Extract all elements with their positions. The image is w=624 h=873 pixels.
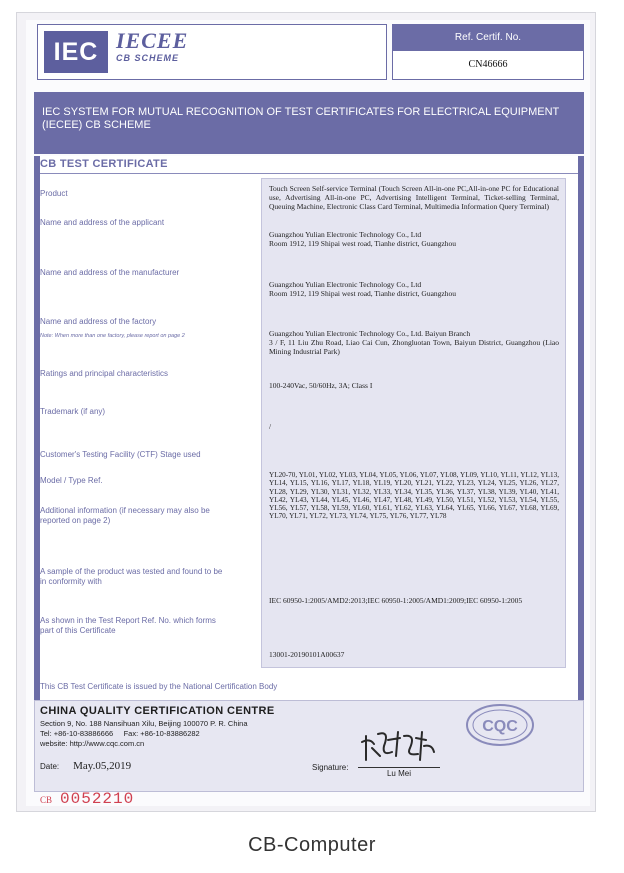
sample-label: A sample of the product was tested and found to be in conformity with	[40, 567, 223, 586]
ref-cert-number: CN46666	[468, 59, 508, 70]
report-number-value: 13001-20190101A00637	[269, 650, 345, 659]
certificate-serial	[40, 790, 134, 808]
additional-info-label: Additional information (if necessary may also be reported on page 2)	[40, 506, 210, 525]
ref-cert-title: Ref. Certif. No.	[393, 25, 583, 51]
model-label: Model / Type Ref.	[40, 476, 103, 485]
manufacturer-label: Name and address of the manufacturer	[40, 268, 180, 277]
serial-number: 0052210	[60, 790, 135, 808]
ratings-label: Ratings and principal characteristics	[40, 369, 169, 378]
svg-text:CQC: CQC	[482, 718, 518, 735]
iecee-logo	[116, 29, 212, 75]
centre-street: Section 9, No. 188 Nansihuan Xilu, Beijing 100070 P. R. China	[40, 719, 248, 728]
image-caption: CB-Computer	[248, 834, 376, 856]
applicant-value: Guangzhou Yulian Electronic Technology Co., Ltd Room 1912, 119 Shipai west road, Tianhe district, Guangzhou	[269, 230, 457, 248]
model-value: YL20-70, YL01, YL02, YL03, YL04, YL05, YL06, YL07, YL08, YL09, YL10, YL11, YL12, YL13, YL14, YL15, YL16, YL17, YL18, YL19, YL20, YL21, YL22, YL23, YL24, YL25, YL26, YL27, YL28, YL29, YL30, YL31, YL32, YL33, YL34, YL35, YL36, YL37, YL38, YL39, YL40, YL41, YL42, YL43, YL44, YL45, YL46, YL47, YL48, YL49, YL50, YL51, YL52, YL53, YL54, YL55, YL56, YL57, YL58, YL59, YL60, YL61, YL62, YL63, YL64, YL65, YL66, YL67, YL68, YL69, YL70, YL71, YL72, YL73, YL74, YL75, YL76, YL77, YL78	[269, 471, 559, 521]
trademark-value: /	[269, 422, 272, 431]
sample-standard-value: IEC 60950-1:2005/AMD2:2013;IEC 60950-1:2005/AMD1:2009;IEC 60950-1:2005	[269, 596, 523, 605]
cqc-logo-icon	[464, 702, 536, 748]
ref-cert-box	[392, 24, 584, 80]
system-title: IEC SYSTEM FOR MUTUAL RECOGNITION OF TEST CERTIFICATES FOR ELECTRICAL EQUIPMENT (IECEE) CB SCHEME	[34, 92, 584, 154]
factory-note: Note: When more than one factory, please report on page 2	[40, 333, 185, 339]
signatory-name: Lu Mei	[386, 769, 411, 778]
ctf-label: Customer's Testing Facility (CTF) Stage used	[40, 450, 201, 459]
product-label: Product	[40, 189, 68, 198]
applicant-label: Name and address of the applicant	[40, 218, 165, 227]
ratings-value: 100-240Vac, 50/60Hz, 3A; Class I	[269, 381, 373, 390]
trademark-label: Trademark (if any)	[40, 407, 106, 416]
iecee-logo-text: IECEE	[116, 28, 189, 53]
certificate-title: CB TEST CERTIFICATE	[40, 158, 578, 174]
logo-box	[37, 24, 387, 80]
product-value: Touch Screen Self-service Terminal (Touch Screen All-in-one PC,All-in-one PC for Educational use, Advertising All-in-one PC, Advertising Intelligent Terminal, Ticket-selling Terminal, Queuing Machine, Electronic Class Card Terminal, Multimedia Information Query Terminal)	[269, 184, 559, 211]
iecee-logo-sub: CB SCHEME	[116, 53, 180, 63]
factory-value: Guangzhou Yulian Electronic Technology Co., Ltd. Baiyun Branch 3 / F, 11 Liu Zhu Road, Liao Cai Cun, Zhongluotan Town, Baiyun District, Guangzhou (Liao Mining Industrial Park)	[269, 329, 559, 356]
centre-website: website: http://www.cqc.com.cn	[40, 739, 145, 748]
handwritten-signature	[360, 726, 440, 766]
issued-by-text: This CB Test Certificate is issued by the National Certification Body	[40, 682, 278, 691]
centre-tel-fax: Tel: +86-10-83886666 Fax: +86-10-83886282	[40, 729, 200, 738]
date-row	[40, 760, 131, 772]
date-value: May.05,2019	[73, 760, 132, 772]
iec-logo: IEC	[44, 31, 108, 73]
factory-label: Name and address of the factory	[40, 317, 157, 326]
signature-line	[358, 767, 440, 768]
report-label: As shown in the Test Report Ref. No. which forms part of this Certificate	[40, 616, 216, 635]
centre-address	[40, 719, 248, 749]
manufacturer-value: Guangzhou Yulian Electronic Technology Co., Ltd Room 1912, 119 Shipai west road, Tianhe district, Guangzhou	[269, 280, 457, 298]
signature-label: Signature:	[312, 763, 349, 772]
serial-prefix: CB	[40, 795, 53, 805]
date-label: Date:	[40, 762, 60, 771]
centre-name: CHINA QUALITY CERTIFICATION CENTRE	[40, 705, 275, 717]
